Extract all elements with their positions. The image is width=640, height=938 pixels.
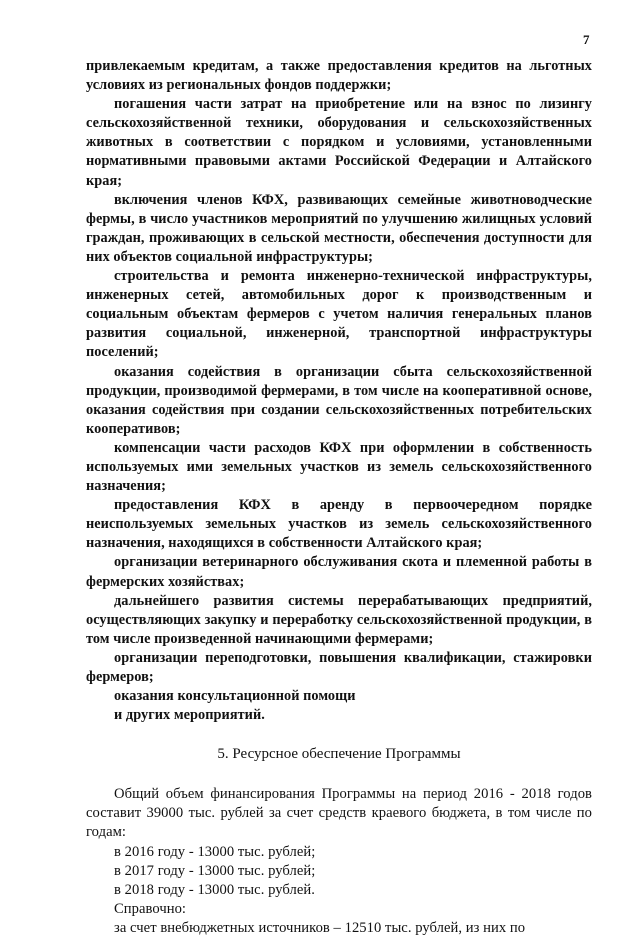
section-heading: 5. Ресурсное обеспечение Программы xyxy=(217,746,461,763)
paragraph: погашения части затрат на приобретение или на взнос по лизингу сельскохозяйственной техники, оборудования и сельскохозяйственных животных в соответствии с порядком и условиями, установленными нормативными правовыми актами Российской Федерации и Алтайского края; xyxy=(86,96,592,189)
paragraph: организации ветеринарного обслуживания скота и племенной работы в фермерских хозяйствах; xyxy=(86,554,592,590)
document-body xyxy=(86,57,592,938)
paragraph: предоставления КФХ в аренду в первоочередном порядке неиспользуемых земельных участков из земель сельскохозяйственного назначения, находящихся в собственности Алтайского края; xyxy=(86,497,592,552)
paragraph: включения членов КФХ, развивающих семейные животноводческие фермы, в число участников мероприятий по улучшению жилищных условий граждан, проживающих в сельской местности, обеспечения доступности для них объектов социальной инфраструктуры; xyxy=(86,191,592,265)
paragraph: привлекаемым кредитам, а также предоставления кредитов на льготных условиях из региональных фондов поддержки; xyxy=(86,58,592,94)
funding-year-2016: в 2016 году - 13000 тыс. рублей; xyxy=(114,843,316,860)
paragraph: компенсации части расходов КФХ при оформлении в собственность используемых ими земельных участков из земель сельскохозяйственного назначения; xyxy=(86,439,592,495)
funding-year-2017: в 2017 году - 13000 тыс. рублей; xyxy=(114,862,316,879)
reference-label: Справочно: xyxy=(114,900,187,917)
funding-intro: Общий объем финансирования Программы на период 2016 - 2018 годов составит 39000 тыс. рублей за счет средств краевого бюджета, в том числе по годам: xyxy=(86,786,592,841)
paragraph: дальнейшего развития системы перерабатывающих предприятий, осуществляющих закупку и переработку сельскохозяйственной продукции, в том числе произведенной начинающими фермерами; xyxy=(86,592,592,647)
page-number: 7 xyxy=(583,32,590,47)
paragraph: строительства и ремонта инженерно-технической инфраструктуры, инженерных сетей, автомобильных дорог к производственным и социальным объектам фермеров с учетом наличия генеральных планов развития социальной, инженерной, транспортной инфраструктуры поселений; xyxy=(86,268,592,361)
paragraph: и других мероприятий. xyxy=(114,707,265,724)
paragraph: оказания консультационной помощи xyxy=(114,688,356,705)
paragraph: оказания содействия в организации сбыта сельскохозяйственной продукции, производимой фермерами, в том числе на кооперативной основе, оказания содействия при создании сельскохозяйственных потребительских кооперативов; xyxy=(86,363,592,437)
paragraph: организации переподготовки, повышения квалификации, стажировки фермеров; xyxy=(86,649,592,685)
funding-extra: за счет внебюджетных источников – 12510 тыс. рублей, из них по xyxy=(114,919,526,936)
funding-year-2018: в 2018 году - 13000 тыс. рублей. xyxy=(114,881,315,898)
